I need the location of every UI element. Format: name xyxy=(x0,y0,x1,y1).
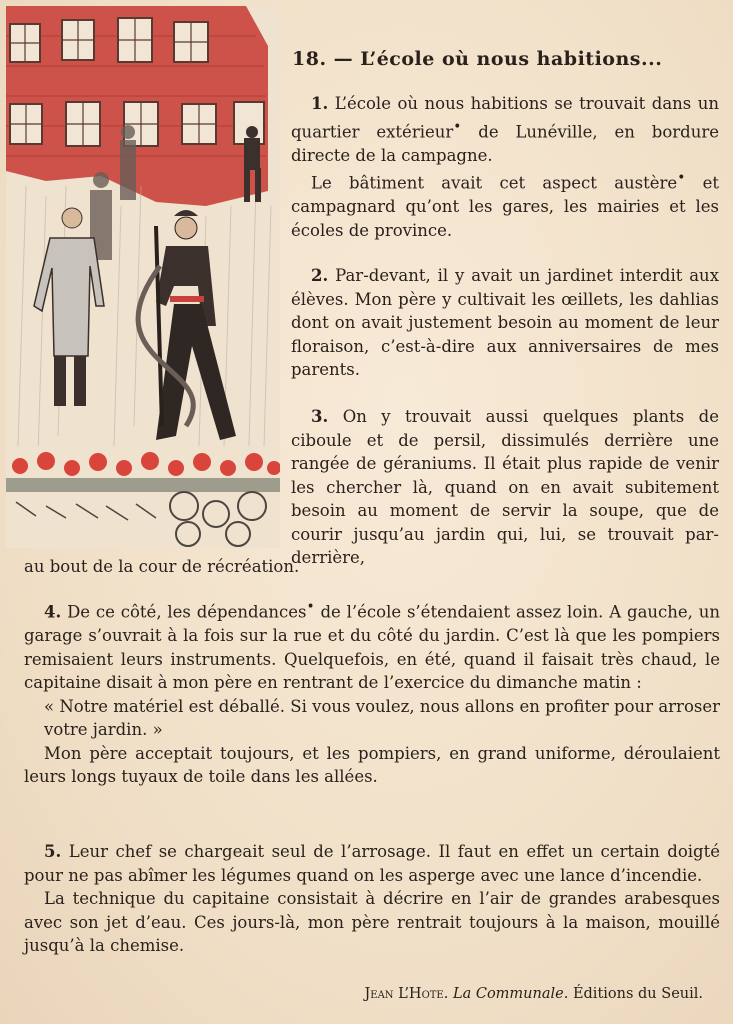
paragraph-3 xyxy=(291,405,719,570)
paragraph-text: au bout de la cour de récréation. xyxy=(24,557,300,576)
paragraph-text: de l’école s’étendaient assez loin. A gauche, un garage s’ouvrait à la fois sur la rue et du côté du jardin. C’est là que les pompiers remisaient leurs instruments. Quelquefois, en été, quand il faisait très chaud, le capitaine disait à mon père en rentrant de l’exercice du dimanche matin : xyxy=(24,602,720,692)
paragraph-text: Mon père acceptait toujours, et les pompiers, en grand uniforme, déroulaient leurs longs tuyaux de toile dans les allées. xyxy=(24,743,720,786)
paragraph-text: de Lunéville, en bordure directe de la campagne. xyxy=(291,122,719,165)
paragraph-text: De ce côté, les dépendances xyxy=(67,602,307,622)
paragraph-number: 3. xyxy=(311,407,329,426)
firemen-watering-garden-illustration xyxy=(6,6,280,548)
paragraph-text: Par-devant, il y avait un jardinet interdit aux élèves. Mon père y cultivait les œillets, les dahlias dont on avait justement besoin au moment de leur floraison, c’est-à-dire aux anniversaires de mes parents. xyxy=(291,266,719,379)
paragraph-text: On y trouvait aussi quelques plants de ciboule et de persil, dissimulés derrière une rangée de géraniums. Il était plus rapide de venir les chercher là, quand on en avait subitement besoin au moment de servir la soupe, que de courir jusqu’au jardin qui, lui, se trouvait par-derrière, xyxy=(291,407,719,567)
glossary-marker: • xyxy=(306,599,315,615)
paragraph-2 xyxy=(291,264,719,382)
paragraph-number: 5. xyxy=(44,842,62,861)
paragraph-text: et campagnard qu’ont les gares, les mairies et les écoles de province. xyxy=(291,173,719,240)
paragraph-text: Leur chef se chargeait seul de l’arrosage. Il faut en effet un certain doigté pour ne pas abîmer les légumes quand on les asperge avec une lance d’incendie. xyxy=(24,842,720,885)
paragraph-text: La technique du capitaine consistait à décrire en l’air de grandes arabesques avec son jet d’eau. Ces jours-là, mon père rentrait toujours à la maison, mouillé jusqu’à la chemise. xyxy=(24,889,720,955)
chapter-title: 18. — L’école où nous habitions... xyxy=(292,48,663,70)
publisher-name: Éditions du Seuil. xyxy=(572,986,703,1002)
paragraph-text: L’école où nous habitions se trouvait dans un quartier extérieur xyxy=(291,94,719,141)
paragraph-number: 4. xyxy=(44,602,62,622)
paragraph-4 xyxy=(24,596,720,789)
glossary-marker: • xyxy=(677,170,686,186)
paragraph-number: 2. xyxy=(311,266,329,285)
author-name: Jean L’Hote. xyxy=(364,986,449,1002)
dialogue-quote: « Notre matériel est déballé. Si vous voulez, nous allons en profiter pour arroser votre jardin. » xyxy=(44,696,720,739)
paragraph-5 xyxy=(24,840,720,958)
glossary-marker: • xyxy=(453,118,462,135)
paragraph-number: 1. xyxy=(311,94,329,113)
paragraph-3-continuation xyxy=(24,555,720,579)
paragraph-1 xyxy=(291,92,719,242)
book-title: La Communale. xyxy=(452,986,569,1002)
paragraph-text: Le bâtiment avait cet aspect austère xyxy=(311,173,678,193)
source-citation xyxy=(364,986,703,1002)
